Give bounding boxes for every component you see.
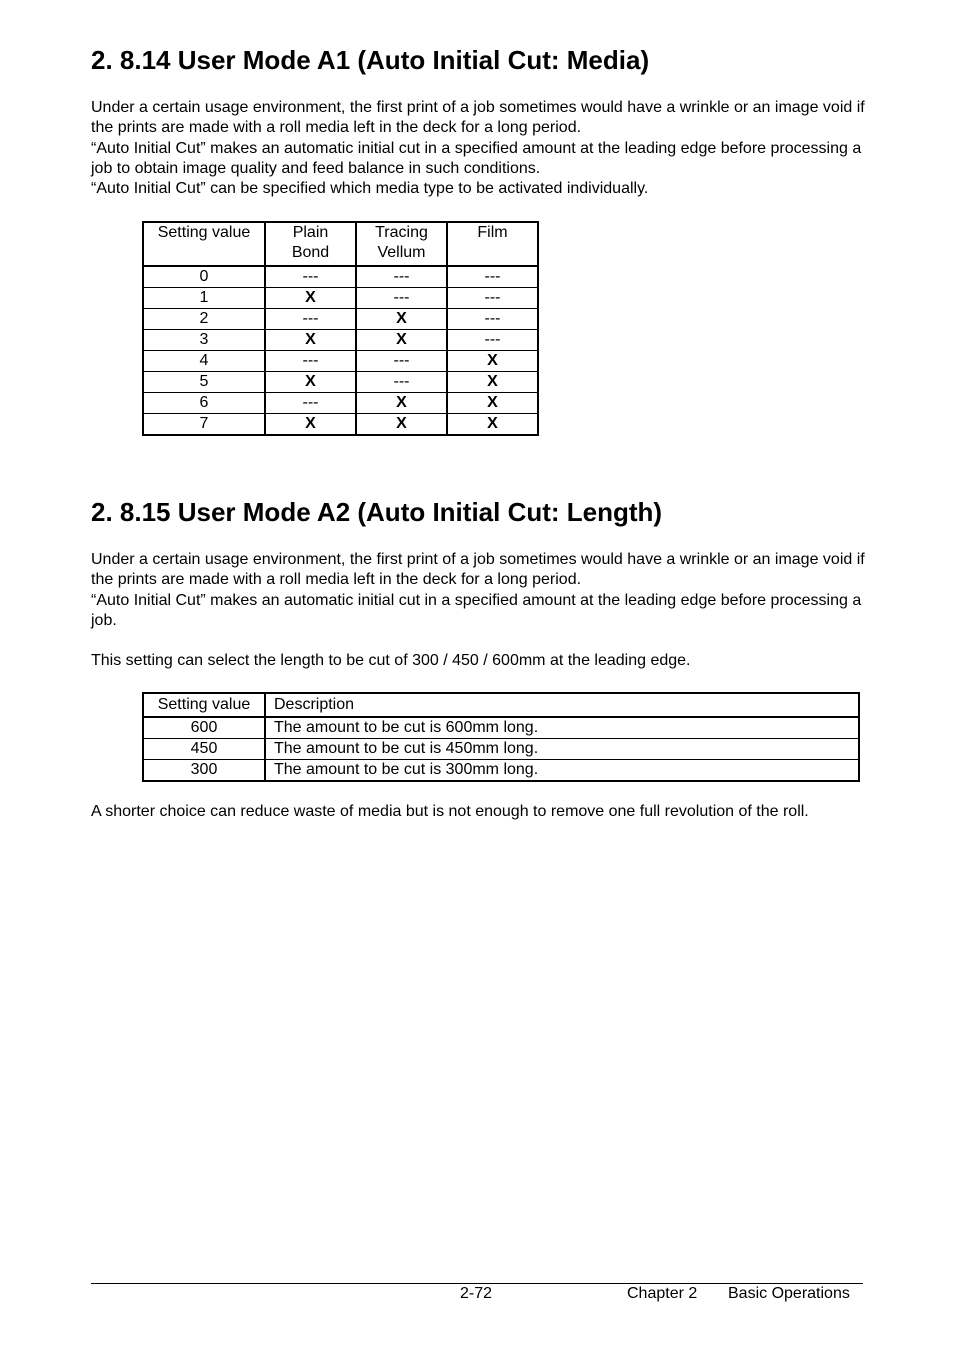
table-header-row <box>143 693 859 717</box>
table-cell: 450 <box>143 739 265 760</box>
table-cell: --- <box>265 266 356 288</box>
table-cell: --- <box>265 351 356 372</box>
paragraph: “Auto Initial Cut” makes an automatic initial cut in a specified amount at the leading edge before processing a job. <box>91 591 862 629</box>
table-cell: --- <box>356 266 447 288</box>
table-cell: X <box>265 330 356 351</box>
table-cell: The amount to be cut is 600mm long. <box>265 717 859 739</box>
table-cell: X <box>356 330 447 351</box>
table-cell: --- <box>356 288 447 309</box>
length-note: This setting can select the length to be cut of 300 / 450 / 600mm at the leading edge. <box>91 652 691 669</box>
col-header-setting-value: Setting value <box>143 222 265 266</box>
table-cell: --- <box>447 288 538 309</box>
table-row <box>143 372 538 393</box>
table-cell: 2 <box>143 309 265 330</box>
table-cell: X <box>265 414 356 436</box>
table-row <box>143 330 538 351</box>
table-header-row <box>143 222 538 266</box>
col-header-film: Film <box>447 222 538 266</box>
table-row <box>143 393 538 414</box>
table-row <box>143 739 859 760</box>
table-cell: --- <box>447 330 538 351</box>
table-row <box>143 288 538 309</box>
footer-divider <box>91 1283 863 1284</box>
table-cell: 5 <box>143 372 265 393</box>
col-header-plain-bond: Plain Bond <box>265 222 356 266</box>
section-intro-media <box>91 98 866 199</box>
chapter-label: Chapter 2 <box>627 1285 698 1302</box>
section-heading-length: 2. 8.15 User Mode A2 (Auto Initial Cut: Length) <box>91 497 663 527</box>
table-row <box>143 309 538 330</box>
paragraph: Under a certain usage environment, the first print of a job sometimes would have a wrinkle or an image void if the prints are made with a roll media left in the deck for a long period. <box>91 99 865 137</box>
col-header-description: Description <box>265 693 859 717</box>
paragraph: “Auto Initial Cut” can be specified which media type to be activated individually. <box>91 180 649 198</box>
length-setting-table <box>142 692 860 782</box>
table-cell: X <box>265 372 356 393</box>
paragraph: “Auto Initial Cut” makes an automatic initial cut in a specified amount at the leading edge before processing a job to obtain image quality and feed balance in such conditions. <box>91 139 862 177</box>
table-row <box>143 414 538 436</box>
paragraph: Under a certain usage environment, the first print of a job sometimes would have a wrinkle or an image void if the prints are made with a roll media left in the deck for a long period. <box>91 551 865 589</box>
table-cell: X <box>356 309 447 330</box>
table-cell: X <box>356 393 447 414</box>
table-cell: The amount to be cut is 300mm long. <box>265 760 859 782</box>
page-number: 2-72 <box>460 1285 493 1302</box>
media-setting-table <box>142 221 539 436</box>
table-cell: 1 <box>143 288 265 309</box>
table-row <box>143 351 538 372</box>
table-cell: X <box>356 414 447 436</box>
table-cell: The amount to be cut is 450mm long. <box>265 739 859 760</box>
table-cell: --- <box>265 393 356 414</box>
table-cell: --- <box>265 309 356 330</box>
table-cell: 3 <box>143 330 265 351</box>
table-cell: --- <box>447 266 538 288</box>
table-cell: 600 <box>143 717 265 739</box>
chapter-title: Basic Operations <box>728 1285 850 1302</box>
table-cell: X <box>447 372 538 393</box>
table-cell: X <box>447 393 538 414</box>
table-cell: 300 <box>143 760 265 782</box>
table-cell: --- <box>356 351 447 372</box>
table-cell: X <box>447 414 538 436</box>
table-cell: 6 <box>143 393 265 414</box>
section-heading-media: 2. 8.14 User Mode A1 (Auto Initial Cut: Media) <box>91 45 650 75</box>
table-row <box>143 266 538 288</box>
section-intro-length <box>91 550 866 631</box>
table-cell: X <box>265 288 356 309</box>
col-header-setting-value: Setting value <box>143 693 265 717</box>
table-cell: X <box>447 351 538 372</box>
table-row <box>143 717 859 739</box>
table-cell: 4 <box>143 351 265 372</box>
table-cell: 7 <box>143 414 265 436</box>
table-cell: --- <box>356 372 447 393</box>
col-header-tracing-vellum: Tracing Vellum <box>356 222 447 266</box>
table-row <box>143 760 859 782</box>
table-cell: 0 <box>143 266 265 288</box>
closing-paragraph: A shorter choice can reduce waste of media but is not enough to remove one full revolution of the roll. <box>91 803 809 820</box>
table-cell: --- <box>447 309 538 330</box>
